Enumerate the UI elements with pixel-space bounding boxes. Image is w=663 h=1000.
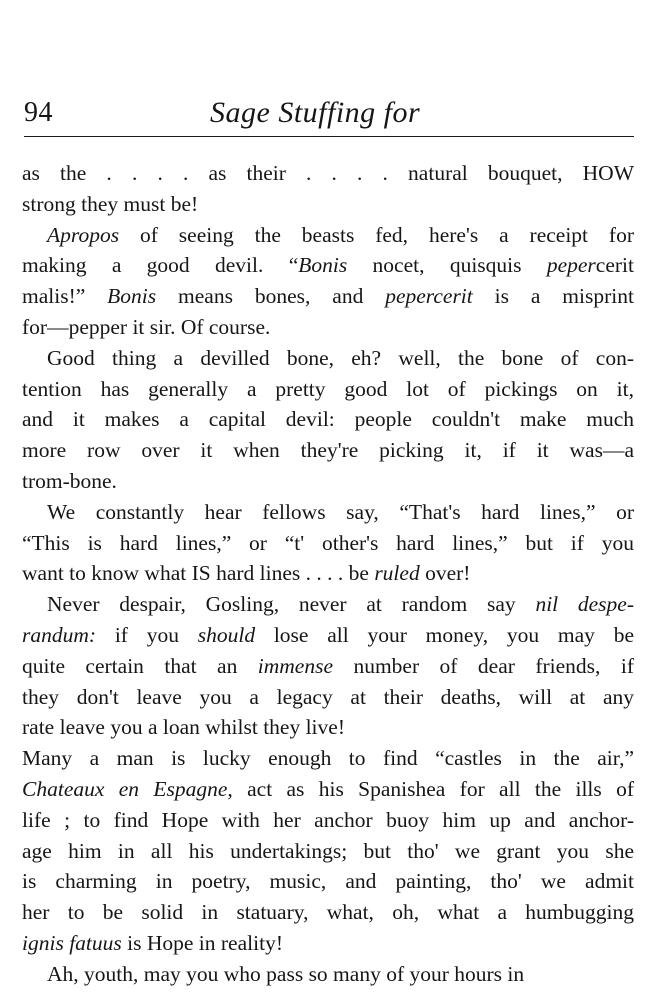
paragraph	[22, 589, 634, 743]
italic-run: nil despe-	[535, 592, 634, 617]
text-run: if you	[96, 622, 198, 647]
text-line	[22, 897, 634, 928]
text-run: making a good devil. “	[22, 253, 299, 278]
text-run: life ; to find Hope with her anchor buoy him up and anchor-	[22, 807, 634, 832]
text-line	[22, 805, 634, 836]
text-line	[22, 281, 634, 312]
text-run: her to be solid in statuary, what, oh, what a humbugging	[22, 900, 634, 925]
text-line	[22, 158, 634, 189]
italic-run: should	[197, 622, 256, 647]
text-line	[22, 220, 634, 251]
text-run: age him in all his undertakings; but tho' we grant you she	[22, 838, 634, 863]
italic-run: Apropos	[47, 222, 120, 247]
text-line	[22, 250, 634, 281]
text-run: as the . . . . as their . . . . natural bouquet, HOW	[22, 161, 634, 185]
text-run: more row over it when they're picking it, if it was—a	[22, 438, 634, 463]
text-run: malis!”	[22, 284, 108, 309]
body-text	[22, 158, 634, 990]
text-run: is Hope in reality!	[121, 930, 283, 955]
text-run: Many a man is lucky enough to find “castles in the air,”	[22, 746, 634, 771]
text-line	[22, 620, 634, 651]
text-run: of seeing the beasts fed, here's a receipt for	[119, 222, 634, 247]
text-run: quite certain that an	[22, 653, 258, 678]
text-run: want to know what IS hard lines . . . . be	[22, 561, 375, 586]
text-line	[22, 651, 634, 682]
text-run: We constantly hear fellows say, “That's hard lines,” or	[47, 499, 634, 524]
italic-run: Bonis	[298, 253, 348, 278]
paragraph	[22, 158, 634, 220]
text-run: is a misprint	[472, 284, 634, 309]
text-line	[22, 558, 634, 589]
text-run: act as his Spanishea for all the ills of	[232, 776, 634, 801]
italic-run: Bonis	[107, 284, 157, 309]
text-run: number of dear friends, if	[333, 653, 634, 678]
text-line	[22, 959, 634, 990]
text-run: rate leave you a loan whilst they live!	[22, 715, 345, 740]
text-run: tention has generally a pretty good lot of pickings on it,	[22, 376, 634, 401]
text-run: is charming in poetry, music, and painting, tho' we admit	[22, 869, 634, 894]
text-run: cerit	[595, 253, 634, 278]
italic-run: pepercerit	[385, 284, 473, 309]
text-line	[22, 682, 634, 713]
italic-run: ruled	[374, 561, 420, 586]
text-line	[22, 774, 634, 805]
text-line	[22, 189, 634, 220]
text-line	[22, 404, 634, 435]
text-line	[22, 743, 634, 774]
italic-run: immense	[257, 653, 333, 678]
text-run: Never despair, Gosling, never at random say	[47, 592, 536, 617]
text-run: Good thing a devilled bone, eh? well, the bone of con-	[47, 345, 634, 370]
text-run: trom-bone.	[22, 468, 117, 493]
text-run: Ah, youth, may you who pass so many of your hours in	[47, 961, 525, 986]
running-title: Sage Stuffing for	[210, 96, 421, 129]
paragraph	[22, 959, 634, 990]
header-rule	[24, 136, 634, 137]
page-number: 94	[24, 97, 53, 128]
text-run: for—pepper it sir. Of course.	[22, 314, 271, 339]
text-line	[22, 374, 634, 405]
italic-run: randum:	[22, 622, 97, 647]
text-line	[22, 343, 634, 374]
text-line	[22, 497, 634, 528]
text-line	[22, 866, 634, 897]
text-run: “This is hard lines,” or “t' other's hard lines,” but if you	[22, 530, 634, 555]
page-header	[24, 96, 634, 132]
paragraph	[22, 497, 634, 589]
text-line	[22, 589, 634, 620]
text-line	[22, 712, 634, 743]
text-run: means bones, and	[156, 284, 386, 309]
text-run: they don't leave you a legacy at their deaths, will at any	[22, 684, 634, 709]
text-line	[22, 312, 634, 343]
italic-run: peper	[546, 253, 596, 278]
italic-run: Chateaux en Espagne,	[22, 776, 233, 801]
text-line	[22, 928, 634, 959]
text-run: strong they must be!	[22, 191, 199, 216]
paragraph	[22, 220, 634, 343]
text-line	[22, 466, 634, 497]
text-run: nocet, quisquis	[347, 253, 547, 278]
text-run: and it makes a capital devil: people couldn't make much	[22, 407, 634, 432]
text-line	[22, 836, 634, 867]
text-line	[22, 435, 634, 466]
text-line	[22, 528, 634, 559]
text-run: over!	[419, 561, 471, 586]
text-run: lose all your money, you may be	[255, 622, 634, 647]
paragraph	[22, 743, 634, 959]
paragraph	[22, 343, 634, 497]
italic-run: ignis fatuus	[22, 930, 122, 955]
